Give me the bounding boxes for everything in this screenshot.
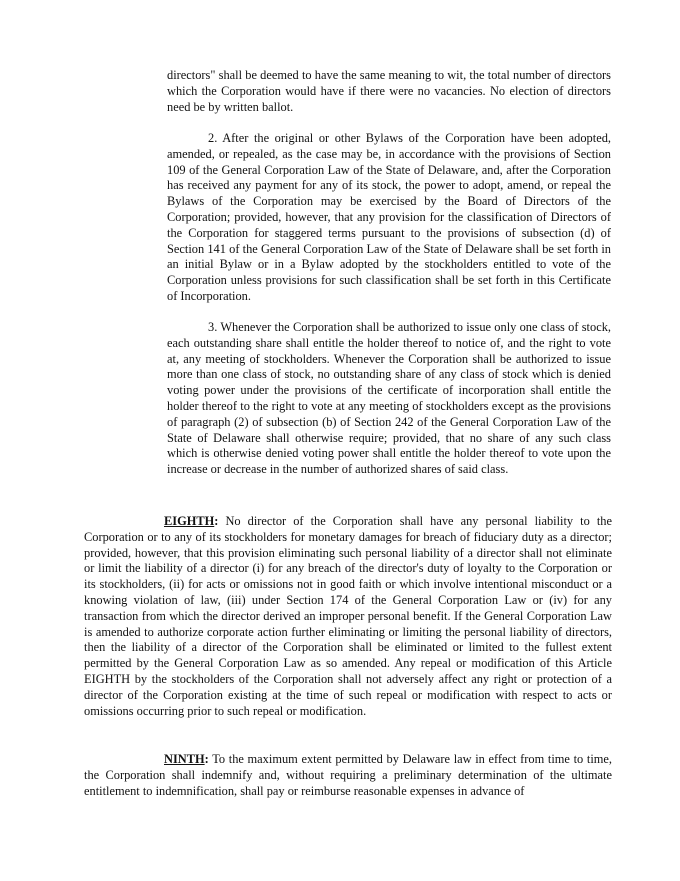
article-eighth-heading: EIGHTH (164, 514, 215, 528)
article-eighth (84, 514, 612, 719)
paragraph-bylaws-2: 2. After the original or other Bylaws of the Corporation have been adopted, amended, or repealed, as the case may be, in accordance with the provisions of Section 109 of the General Corporation Law of the State of Delaware, and, after the Corporation has received any payment for any of its stock, the power to adopt, amend, or repeal the Bylaws of the Corporation may be exercised by the Board of Directors of the Corporation; provided, however, that any provision for the classification of Directors of the Corporation for staggered terms pursuant to the provisions of subsection (d) of Section 141 of the General Corporation Law of the State of Delaware shall be set forth in an initial Bylaw or in a Bylaw adopted by the stockholders entitled to vote of the Corporation unless provisions for such classification shall be set forth in this Certificate of Incorporation. (167, 131, 611, 303)
article-eighth-colon: : (214, 514, 219, 528)
paragraph-directors-continuation: directors" shall be deemed to have the same meaning to wit, the total number of directors which the Corporation would have if there were no vacancies. No election of directors need be by written ballot. (167, 68, 611, 114)
article-ninth-heading: NINTH (164, 752, 205, 766)
article-ninth-body: To the maximum extent permitted by Delaware law in effect from time to time, the Corporation shall indemnify and, without requiring a preliminary determination of the ultimate entitlement to indemnification, shall pay or reimburse reasonable expenses in advance of (84, 752, 612, 798)
article-ninth (84, 752, 612, 799)
article-ninth-colon: : (204, 752, 209, 766)
article-eighth-body: No director of the Corporation shall have any personal liability to the Corporation or to any of its stockholders for monetary damages for breach of fiduciary duty as a director; provided, however, that this provision eliminating such personal liability of a director shall not eliminate or limit the liability of a director (i) for any breach of the director's duty of loyalty to the Corporation or its stockholders, (ii) for acts or omissions not in good faith or which involve intentional misconduct or a knowing violation of law, (iii) under Section 174 of the General Corporation Law or (iv) for any transaction from which the director derived an improper personal benefit. If the General Corporation Law is amended to authorize corporate action further eliminating or limiting the personal liability of directors, then the liability of a director of the Corporation shall be eliminated or limited to the fullest extent permitted by the General Corporation Law as so amended. Any repeal or modification of this Article EIGHTH by the stockholders of the Corporation shall not adversely affect any right or protection of a director of the Corporation existing at the time of such repeal or modification with respect to acts or omissions occurring prior to such repeal or modification. (84, 514, 612, 718)
paragraph-voting-3: 3. Whenever the Corporation shall be authorized to issue only one class of stock, each outstanding share shall entitle the holder thereof to notice of, and the right to vote at, any meeting of stockholders. Whenever the Corporation shall be authorized to issue more than one class of stock, no outstanding share of any class of stock which is denied voting power under the provisions of the certificate of incorporation shall entitle the holder thereof to the right to vote at any meeting of stockholders except as the provisions of paragraph (2) of subsection (b) of Section 242 of the General Corporation Law of the State of Delaware shall otherwise require; provided, that no share of any such class which is otherwise denied voting power shall entitle the holder thereof to vote upon the increase or decrease in the number of authorized shares of said class. (167, 320, 611, 477)
